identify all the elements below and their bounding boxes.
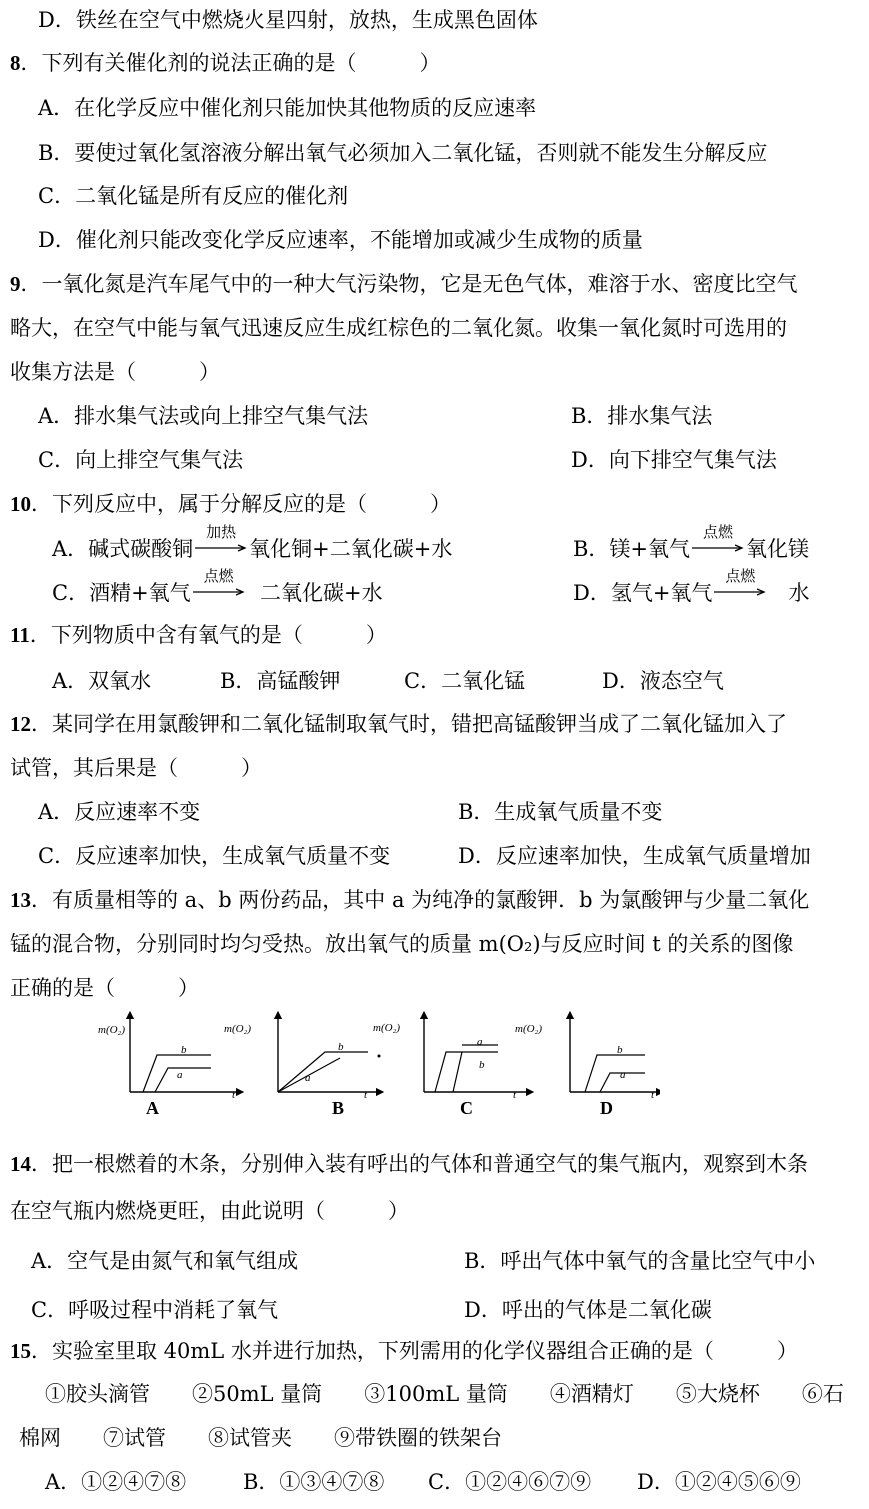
q10-d-reactant: D．氢气+氧气: [573, 581, 713, 605]
q15-option-c: C．①②④⑥⑦⑨: [428, 1470, 592, 1494]
q9-stem-text1: ．一氧化氮是汽车尾气中的一种大气污染物，它是无色气体，难溶于水、密度比空气: [20, 272, 798, 296]
graph-c-label: C: [460, 1098, 473, 1118]
graph-d-label: D: [600, 1098, 613, 1118]
q13-stem-line3: 正确的是（ ）: [10, 976, 199, 1000]
graph-c-ylabel: m(O₂): [373, 1022, 401, 1034]
q15-number: 15: [10, 1339, 31, 1363]
graph-b-series-b: b: [338, 1041, 344, 1053]
q11-stem: [10, 622, 387, 648]
q10-option-b: [573, 523, 810, 562]
q14-option-b: B．呼出气体中氧气的含量比空气中小: [464, 1249, 816, 1273]
reaction-arrow-icon: [193, 567, 245, 602]
q8-stem: [10, 50, 441, 76]
q9-option-c: C．向上排空气集气法: [38, 448, 244, 472]
q15-stem-text: ．实验室里取 40mL 水并进行加热，下列需用的化学仪器组合正确的是（ ）: [31, 1339, 798, 1363]
reaction-arrow-icon: [692, 523, 744, 558]
q10-d-product: 水: [788, 581, 810, 605]
graph-c-series-a: a: [477, 1036, 483, 1048]
q15-items-line2: 棉网 ⑦试管 ⑧试管夹 ⑨带铁圈的铁架台: [19, 1426, 502, 1450]
q11-option-b: B．高锰酸钾: [220, 669, 341, 693]
q8-number: 8: [10, 51, 21, 75]
graph-a-series-a: a: [177, 1069, 183, 1081]
graph-c-series-b: b: [479, 1059, 485, 1071]
q10-a-reactant: A．碱式碳酸铜: [52, 537, 194, 561]
q13-stem-text1: ．有质量相等的 a、b 两份药品，其中 a 为纯净的氯酸钾．b 为氯酸钾与少量二氧化: [31, 888, 810, 912]
q15-option-b: B．①③④⑦⑧: [243, 1470, 385, 1494]
graph-b-ylabel: m(O₂): [224, 1023, 252, 1035]
q7-option-d: D．铁丝在空气中燃烧火星四射，放热，生成黑色固体: [38, 8, 538, 32]
graph-a-line-a: [155, 1068, 211, 1092]
q14-stem-line2: 在空气瓶内燃烧更旺，由此说明（ ）: [10, 1199, 409, 1223]
q10-c-product: 二氧化碳+水: [260, 581, 383, 605]
q10-option-c: [52, 567, 383, 606]
q13-graphs: [80, 1010, 660, 1120]
q10-a-condition: 加热: [206, 523, 237, 541]
q12-stem-line2: 试管，其后果是（ ）: [10, 756, 262, 780]
q9-option-a: A．排水集气法或向上排空气集气法: [38, 404, 369, 428]
graph-d: [570, 1015, 660, 1092]
graph-d-series-b: b: [617, 1044, 623, 1056]
q12-option-d: D．反应速率加快，生成氧气质量增加: [458, 844, 811, 868]
q14-stem-text1: ．把一根燃着的木条，分别伸入装有呼出的气体和普通空气的集气瓶内，观察到木条: [31, 1152, 808, 1176]
q8-option-b: B．要使过氧化氢溶液分解出氧气必须加入二氧化锰，否则就不能发生分解反应: [38, 141, 768, 165]
q9-option-b: B．排水集气法: [571, 404, 713, 428]
reaction-arrow-icon: [714, 567, 766, 602]
q8-option-c: C．二氧化锰是所有反应的催化剂: [38, 184, 349, 208]
graph-d-series-a: a: [620, 1069, 626, 1081]
graph-a-label: A: [146, 1098, 159, 1118]
graph-b: [278, 1015, 381, 1092]
graph-d-xlabel: t: [651, 1089, 655, 1101]
q10-c-reactant: C．酒精+氧气: [52, 581, 191, 605]
q10-d-condition: 点燃: [725, 567, 756, 585]
q9-stem-line1: [10, 271, 798, 297]
q10-b-condition: 点燃: [703, 523, 734, 541]
graph-a-ylabel: m(O₂): [98, 1024, 126, 1036]
q8-option-d: D．催化剂只能改变化学反应速率，不能增加或减少生成物的质量: [38, 228, 643, 252]
q10-stem: [10, 491, 451, 517]
graph-b-series-a: a: [305, 1072, 311, 1084]
q9-option-d: D．向下排空气集气法: [571, 448, 777, 472]
q15-stem: [10, 1338, 798, 1364]
graph-b-xlabel: t: [364, 1089, 368, 1101]
graph-c-line-b: [453, 1052, 462, 1092]
q10-stem-text: ．下列反应中，属于分解反应的是（ ）: [31, 492, 451, 516]
q11-option-d: D．液态空气: [602, 669, 724, 693]
q9-number: 9: [10, 272, 21, 296]
q12-option-c: C．反应速率加快，生成氧气质量不变: [38, 844, 391, 868]
q10-b-product: 氧化镁: [746, 537, 810, 561]
q10-option-d: [573, 567, 810, 606]
graph-b-label: B: [332, 1098, 345, 1118]
graph-a-xlabel: t: [232, 1089, 236, 1101]
reaction-arrow-icon: [195, 523, 247, 558]
q8-stem-text: ．下列有关催化剂的说法正确的是（ ）: [20, 51, 441, 75]
q10-c-condition: 点燃: [203, 567, 234, 585]
graph-a-series-b: b: [181, 1044, 187, 1056]
graph-c-xlabel: t: [513, 1089, 517, 1101]
q9-stem-line2: 略大，在空气中能与氧气迅速反应生成红棕色的二氧化氮。收集一氧化氮时可选用的: [10, 316, 787, 340]
q11-number: 11: [10, 623, 30, 647]
q12-option-b: B．生成氧气质量不变: [458, 800, 663, 824]
q13-stem-line1: [10, 887, 809, 913]
q14-number: 14: [10, 1152, 31, 1176]
q12-number: 12: [10, 712, 31, 736]
q15-option-a: A．①②④⑦⑧: [45, 1470, 187, 1494]
q11-option-c: C．二氧化锰: [404, 669, 526, 693]
q13-stem-line2: 锰的混合物，分别同时均匀受热。放出氧气的质量 m(O₂)与反应时间 t 的关系的图像: [10, 932, 794, 956]
q15-option-d: D．①②④⑤⑥⑨: [637, 1470, 801, 1494]
q12-stem-text1: ．某同学在用氯酸钾和二氧化锰制取氧气时，错把高锰酸钾当成了二氧化锰加入了: [31, 712, 787, 736]
q11-stem-text: ．下列物质中含有氧气的是（ ）: [29, 623, 387, 647]
q10-option-a: [52, 523, 453, 562]
q14-option-a: A．空气是由氮气和氧气组成: [31, 1249, 299, 1273]
q12-option-a: A．反应速率不变: [38, 800, 201, 824]
q13-number: 13: [10, 888, 31, 912]
q15-items-line1: ①胶头滴管 ②50mL 量筒 ③100mL 量筒 ④酒精灯 ⑤大烧杯 ⑥石: [45, 1382, 844, 1406]
q8-option-a: A．在化学反应中催化剂只能加快其他物质的反应速率: [38, 96, 537, 120]
q14-option-d: D．呼出的气体是二氧化碳: [464, 1298, 712, 1322]
q10-b-reactant: B．镁+氧气: [573, 537, 691, 561]
q14-stem-line1: [10, 1151, 808, 1177]
q14-option-c: C．呼吸过程中消耗了氧气: [31, 1298, 279, 1322]
q12-stem-line1: [10, 711, 787, 737]
q10-a-product: 氧化铜+二氧化碳+水: [249, 537, 453, 561]
graph-d-ylabel: m(O₂): [515, 1023, 543, 1035]
graph-b-line-b: [278, 1052, 368, 1092]
q9-stem-line3: 收集方法是（ ）: [10, 360, 220, 384]
graph-c-line-a: [435, 1052, 498, 1092]
q10-number: 10: [10, 492, 31, 516]
q11-option-a: A．双氧水: [52, 669, 152, 693]
